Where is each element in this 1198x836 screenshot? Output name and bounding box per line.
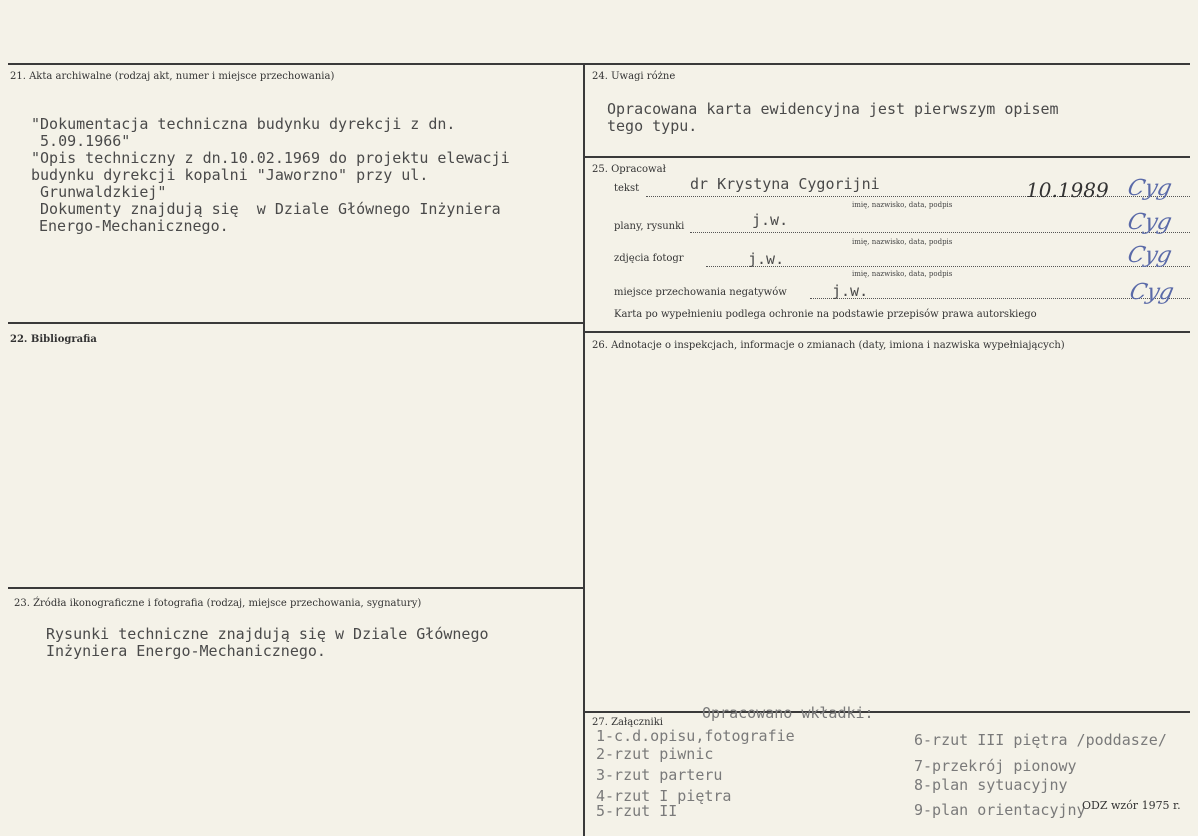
signature: Cyg <box>1125 243 1175 268</box>
row-value-negatywy: j.w. <box>832 282 869 300</box>
text-line: Opracowana karta ewidencyjna jest pierwszym opisem <box>607 100 1059 118</box>
signature: Cyg <box>1127 280 1177 305</box>
text-line: Rysunki techniczne znajdują się w Dziale Głównego <box>46 625 489 643</box>
attachment-item: 4-rzut I piętra <box>596 787 732 805</box>
text-line: 5.09.1966" <box>31 132 131 150</box>
rule-after-25 <box>585 331 1190 333</box>
attachment-item: 3-rzut parteru <box>596 766 723 784</box>
rule-after-24 <box>585 156 1190 158</box>
section-23-label: 23. Źródła ikonograficzne i fotografia (rodzaj, miejsce przechowania, sygnatury) <box>14 598 422 609</box>
section-27-label: 27. Załączniki <box>592 717 663 728</box>
text-line: Energo-Mechanicznego. <box>39 217 229 235</box>
row-caption: imię, nazwisko, data, podpis <box>852 238 953 246</box>
attachment-item: 8-plan sytuacyjny <box>914 776 1068 794</box>
section-22-label: 22. Bibliografia <box>10 334 97 345</box>
signature: Cyg <box>1125 176 1175 201</box>
top-rule <box>8 63 1190 65</box>
text-line: tego typu. <box>607 117 698 135</box>
rule-after-22 <box>8 587 583 589</box>
attachment-item: 7-przekrój pionowy <box>914 757 1077 775</box>
row-label-zdjecia: zdjęcia fotogr <box>614 253 684 264</box>
text-line: budynku dyrekcji kopalni "Jaworzno" przy ul. <box>31 166 429 184</box>
text-line: Grunwaldzkiej" <box>31 183 167 201</box>
attachment-item: 1-c.d.opisu,fotografie <box>596 727 795 745</box>
section-26-label: 26. Adnotacje o inspekcjach, informacje o zmianach (daty, imiona i nazwiska wypełniających) <box>592 340 1065 351</box>
signature: Cyg <box>1125 210 1175 235</box>
row-label-negatywy: miejsce przechowania negatywów <box>614 287 787 298</box>
section-25-label: 25. Opracował <box>592 164 666 175</box>
row-caption: imię, nazwisko, data, podpis <box>852 201 953 209</box>
row-label-plany: plany, rysunki <box>614 221 685 232</box>
rule-after-26 <box>585 711 1190 713</box>
center-divider <box>583 64 585 836</box>
section-24-label: 24. Uwagi różne <box>592 71 676 82</box>
dotted-line <box>690 232 1190 233</box>
row-label-tekst: tekst <box>614 183 640 194</box>
text-line: Dokumenty znajdują się w Dziale Głównego Inżyniera <box>31 200 501 218</box>
form-footer: ODZ wzór 1975 r. <box>1082 799 1181 812</box>
attachment-item: 5-rzut II <box>596 802 678 820</box>
inserts-header: Opracowano wkładki: <box>702 704 874 722</box>
completion-date: 10.1989 <box>1026 178 1109 202</box>
row-value-tekst: dr Krystyna Cygorijni <box>690 175 880 193</box>
row-caption: imię, nazwisko, data, podpis <box>852 270 953 278</box>
attachment-item: 2-rzut piwnic <box>596 745 714 763</box>
row-value-zdjecia: j.w. <box>748 250 785 268</box>
rule-after-21 <box>8 322 583 324</box>
attachment-item: 6-rzut III piętra /poddasze/ <box>914 731 1167 749</box>
text-line: "Dokumentacja techniczna budynku dyrekcji z dn. <box>31 115 456 133</box>
section-21-label: 21. Akta archiwalne (rodzaj akt, numer i miejsce przechowania) <box>10 71 335 82</box>
copyright-note: Karta po wypełnieniu podlega ochronie na podstawie przepisów prawa autorskiego <box>614 309 1037 320</box>
row-value-plany: j.w. <box>752 211 789 229</box>
text-line: "Opis techniczny z dn.10.02.1969 do projektu elewacji <box>31 149 510 167</box>
text-line: Inżyniera Energo-Mechanicznego. <box>46 642 326 660</box>
attachment-item: 9-plan orientacyjny <box>914 801 1086 819</box>
